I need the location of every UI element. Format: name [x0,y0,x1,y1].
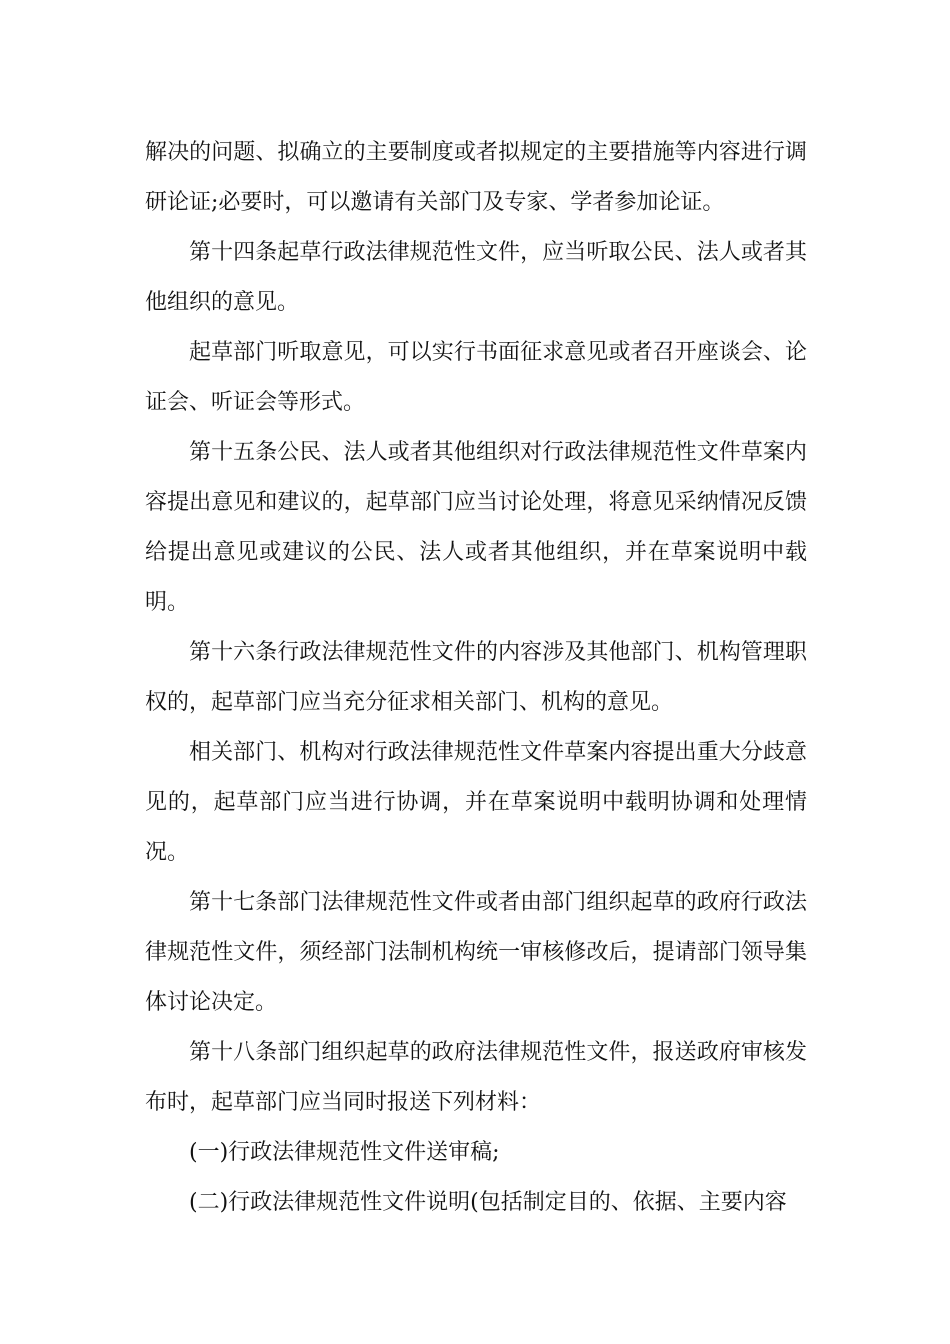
paragraph-article-14: 第十四条起草行政法律规范性文件，应当听取公民、法人或者其他组织的意见。 [145,240,807,315]
document-body [145,128,807,1228]
paragraph-article-15: 第十五条公民、法人或者其他组织对行政法律规范性文件草案内容提出意见和建议的，起草部门应当讨论处理，将意见采纳情况反馈给提出意见或建议的公民、法人或者其他组织，并在草案说明中载明。 [145,440,807,615]
paragraph-article-16: 第十六条行政法律规范性文件的内容涉及其他部门、机构管理职权的，起草部门应当充分征求相关部门、机构的意见。 [145,640,807,715]
paragraph-continuation: 解决的问题、拟确立的主要制度或者拟规定的主要措施等内容进行调研论证;必要时，可以邀请有关部门及专家、学者参加论证。 [145,140,807,215]
list-item-1: (一)行政法律规范性文件送审稿; [189,1140,500,1165]
list-item-2: (二)行政法律规范性文件说明(包括制定目的、依据、主要内容 [189,1190,787,1215]
paragraph-article-18: 第十八条部门组织起草的政府法律规范性文件，报送政府审核发布时，起草部门应当同时报送下列材料： [145,1040,807,1115]
paragraph-article-14-forms: 起草部门听取意见，可以实行书面征求意见或者召开座谈会、论证会、听证会等形式。 [145,340,807,415]
paragraph-article-16-disputes: 相关部门、机构对行政法律规范性文件草案内容提出重大分歧意见的，起草部门应当进行协调，并在草案说明中载明协调和处理情况。 [145,740,807,865]
paragraph-article-17: 第十七条部门法律规范性文件或者由部门组织起草的政府行政法律规范性文件，须经部门法制机构统一审核修改后，提请部门领导集体讨论决定。 [145,890,807,1015]
